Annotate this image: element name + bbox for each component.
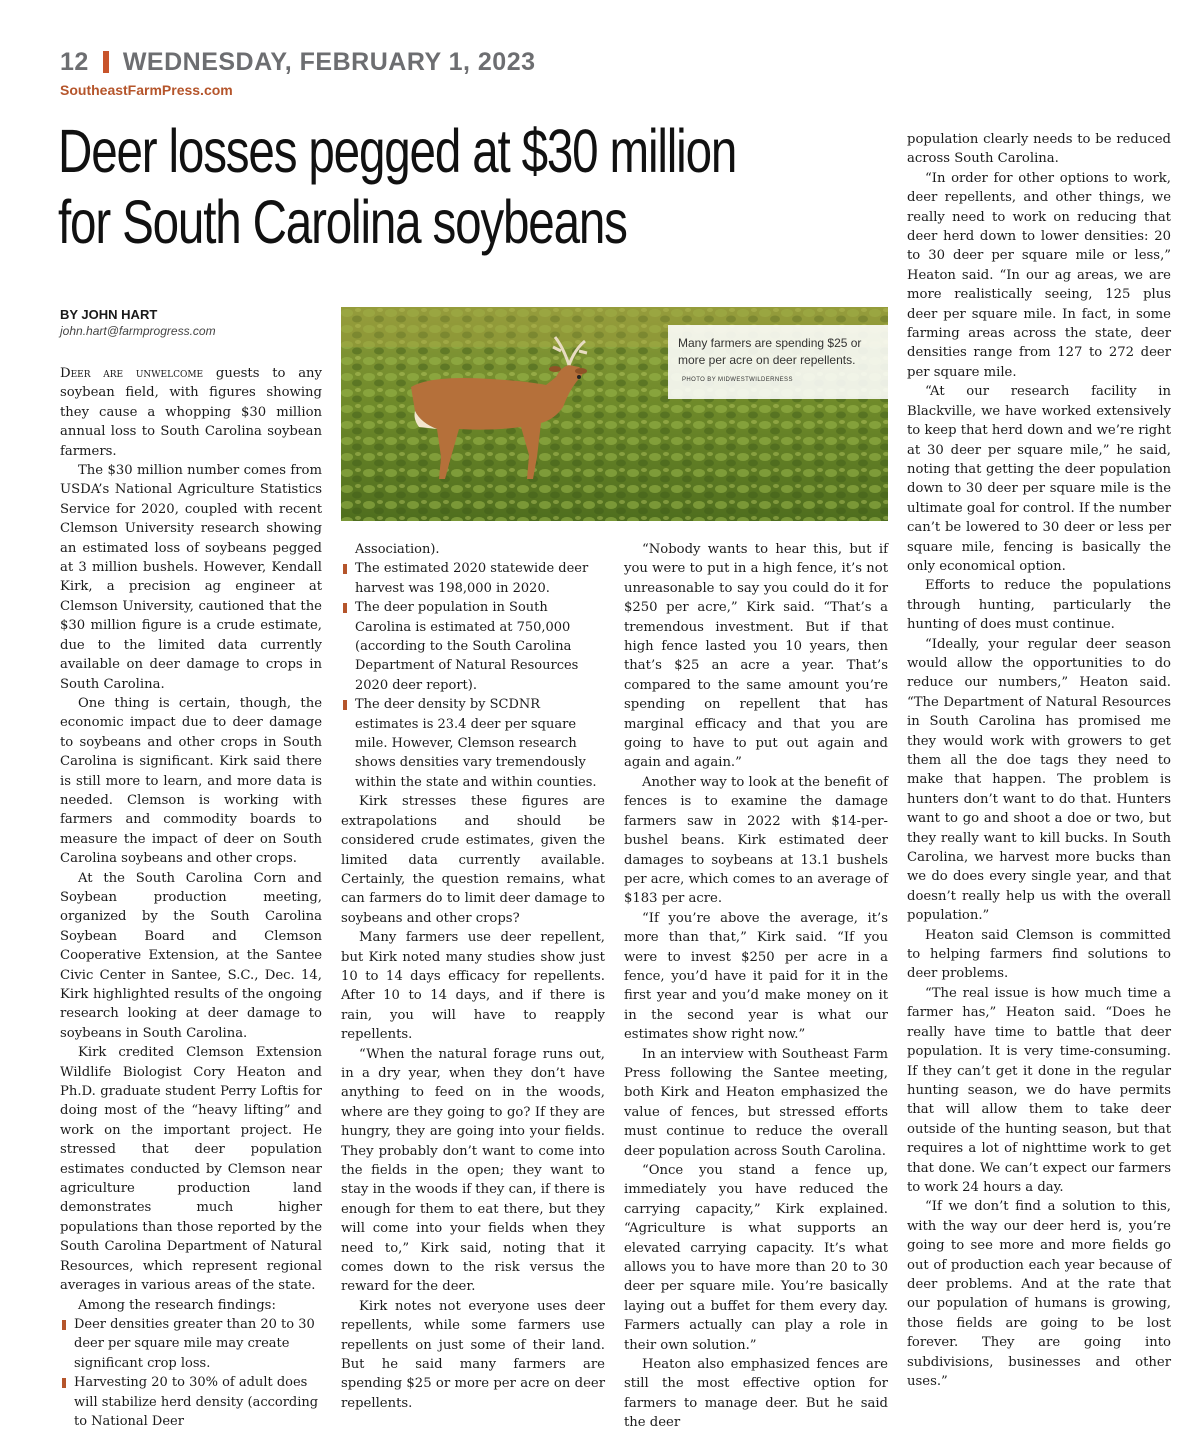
paragraph: At the South Carolina Corn and Soybean production meeting, organized by the South Carolina Soybean Board and Clemson Cooperative Extension, at the Santee Civic Center in Santee, S.C., Dec. 14, Kirk highlighted results of the ongoing research looking at deer damage to soybeans in South Carolina.	[60, 870, 322, 1041]
finding-item: The deer density by SCDNR estimates is 23.4 deer per square mile. However, Clemson research shows densities vary tremendously within the state and within counties.	[341, 695, 605, 792]
paragraph-continued: population clearly needs to be reduced across South Carolina.	[907, 132, 1171, 167]
caption-text: Many farmers are spending $25 or more per acre on deer repellents.	[678, 336, 862, 367]
paragraph: Many farmers use deer repellent, but Kirk noted many studies show just 10 to 14 days efficacy for repellents. After 10 to 14 days, and if there is rain, you will have to reapply repellents.	[341, 930, 605, 1043]
findings-list-continued	[341, 540, 605, 792]
finding-item: Harvesting 20 to 30% of adult does will stabilize herd density (according to National Deer	[60, 1373, 322, 1431]
paragraph: Kirk credited Clemson Extension Wildlife Biologist Cory Heaton and Ph.D. graduate student Perry Loftis for doing most of the “heavy lifting” and work on the important project. He stressed that deer population estimates conducted by Clemson near agriculture production land demonstrates much higher populations than those reported by the South Carolina Department of Natural Resources, which represent regional averages in various areas of the state.	[60, 1045, 322, 1294]
paragraph: Heaton also emphasized fences are still the most effective option for farmers to manage deer. But he said the deer	[624, 1357, 888, 1431]
page-folio	[60, 46, 536, 78]
headline	[58, 116, 737, 258]
paragraph: The $30 million number comes from USDA’s National Agriculture Statistics Service for 2020, coupled with recent Clemson University research showing an estimated loss of soybeans pegged at 3 million bushels. However, Kendall Kirk, a precision ag engineer at Clemson University, cautioned that the $30 million figure is a crude estimate, due to the limited data currently available on deer damage to crops in South Carolina.	[60, 463, 322, 692]
lead-in: Deer are unwelcome	[60, 366, 204, 381]
findings-list	[60, 1315, 322, 1431]
page-number: 12	[60, 47, 89, 76]
finding-item: Deer densities greater than 20 to 30 deer per square mile may create significant crop loss.	[60, 1315, 322, 1373]
paragraph: “If we don’t find a solution to this, with the way our deer herd is, you’re going to see more and more fields go out of production each year because of deer problems. And at the rate that our population of humans is growing, those fields are going to be lost forever. They are going into subdivisions, businesses and other uses.”	[907, 1199, 1171, 1389]
paragraph: “Ideally, your regular deer season would allow the opportunities to do reduce our numbers,” Heaton said. “The Department of Natural Resources in South Carolina has promised me they would work with growers to get them all the doe tags they need to make that happen. The problem is hunters don’t want to do that. Hunters want to go and shoot a doe or two, but they really want to kill bucks. In South Carolina, we harvest more bucks than we do does every single year, and that doesn’t really help us with the overall population.”	[907, 636, 1171, 924]
lead-paragraph	[60, 364, 322, 461]
paragraph: “If you’re above the average, it’s more than that,” Kirk said. “If you were to invest $250 per acre in a fence, you’d have it paid for it in the first year and you’d make money on it in the second year is what our estimates show right now.”	[624, 910, 888, 1043]
article-column-3	[624, 540, 888, 1433]
paragraph: One thing is certain, though, the economic impact due to deer damage to soybeans and other crops in South Carolina is significant. Kirk said there is still more to learn, and more data is needed. Clemson is working with farmers and commodity boards to measure the impact of deer on South Carolina soybeans and other crops.	[60, 695, 322, 867]
byline: BY JOHN HART	[60, 307, 158, 322]
paragraph: “Once you stand a fence up, immediately you have reduced the carrying capacity,” Kirk explained. “Agriculture is what supports an elevated carrying capacity. It’s what allows you to have more than 20 to 30 deer per square mile. You’re basically laying out a buffet for them every day. Farmers actually can play a role in their own solution.”	[624, 1163, 888, 1353]
finding-item: The estimated 2020 statewide deer harvest was 198,000 in 2020.	[341, 559, 605, 598]
folio-divider	[103, 51, 109, 73]
article-column-2	[341, 540, 605, 1413]
finding-item-continued: Association).	[355, 542, 440, 557]
article-column-4	[907, 130, 1171, 1391]
article-column-1	[60, 364, 322, 1431]
paragraph: Kirk notes not everyone uses deer repellents, while some farmers use repellents on just some of their land. But he said many farmers are spending $25 or more per acre on deer repellents.	[341, 1298, 605, 1411]
findings-intro: Among the research findings:	[78, 1297, 276, 1313]
issue-date: WEDNESDAY, FEBRUARY 1, 2023	[122, 47, 536, 76]
paragraph: “When the natural forage runs out, in a dry year, when they don’t have anything to feed on in the woods, where are they going to go? If they are hungry, they are going into your fields. They probably don’t want to come into the fields in the open; they want to stay in the woods if they can, if there is enough for them to eat there, but they will come into your fields when they need to,” Kirk said, noting that it comes down to the risk versus the reward for the deer.	[341, 1046, 605, 1295]
author-email: john.hart@farmprogress.com	[60, 324, 216, 338]
paragraph: Another way to look at the benefit of fences is to examine the damage farmers saw in 2022 with $14-per-bushel beans. Kirk estimated deer damages to soybeans at 13.1 bushels per acre, which comes to an average of $183 per acre.	[624, 774, 888, 907]
lead-rest: guests to any soybean field, with figures showing they cause a whopping $30 million annual loss to South Carolina soybean farmers.	[60, 366, 322, 459]
finding-item: The deer population in South Carolina is estimated at 750,000 (according to the South Carolina Department of Natural Resources 2020 deer report).	[341, 598, 605, 695]
paragraph: Kirk stresses these figures are extrapolations and should be considered crude estimates, given the limited data currently available. Certainly, the question remains, what can farmers do to limit deer damage to soybeans and other crops?	[341, 794, 605, 926]
paragraph: “In order for other options to work, deer repellents, and other things, we really need to work on reducing that deer herd down to lower densities: 20 to 30 deer per square mile or less,” Heaton said. “In our ag areas, we are more realistically seeing, 125 plus deer per square mile. In fact, in some farming areas across the state, deer densities range from 127 to 272 deer per square mile.	[907, 170, 1171, 380]
paragraph: Efforts to reduce the populations through hunting, particularly the hunting of does must continue.	[907, 578, 1171, 633]
paragraph: “The real issue is how much time a farmer has,” Heaton said. “Does he really have time to battle that deer population. It is very time-consuming. If they can’t get it done in the regular hunting season, we do have permits that will allow them to take deer outside of the hunting season, but that requires a lot of nighttime work to get that done. We can’t expect our farmers to work 24 hours a day.	[907, 985, 1171, 1195]
headline-line-2: for South Carolina soybeans	[58, 188, 627, 256]
headline-line-1: Deer losses pegged at $30 million	[58, 117, 737, 185]
paragraph: “At our research facility in Blackville, we have worked extensively to keep that herd down and we’re right at 30 deer per square mile,” he said, noting that getting the deer population down to 30 deer per square mile is the ultimate goal for control. If the number can’t be lowered to 30 deer or less per square mile, fencing is basically the only economical option.	[907, 384, 1171, 574]
photo-caption	[668, 325, 888, 399]
paragraph: Heaton said Clemson is committed to helping farmers find solutions to deer problems.	[907, 927, 1171, 982]
paragraph: In an interview with Southeast Farm Press following the Santee meeting, both Kirk and Heaton emphasized the value of fences, but stressed efforts must continue to reduce the overall deer population across South Carolina.	[624, 1046, 888, 1159]
paragraph: “Nobody wants to hear this, but if you were to put in a high fence, it’s not unreasonable to say you could do it for $250 per acre,” Kirk said. “That’s a tremendous investment. But if that high fence lasted you 10 years, then that’s $25 an acre a year. That’s compared to the same amount you’re spending on repellent that has marginal efficacy and that you are going to have to put out again and again and again.”	[624, 542, 888, 771]
photo-credit: PHOTO BY MIDWESTWILDERNESS	[682, 377, 793, 383]
site-name: SoutheastFarmPress.com	[60, 82, 233, 98]
